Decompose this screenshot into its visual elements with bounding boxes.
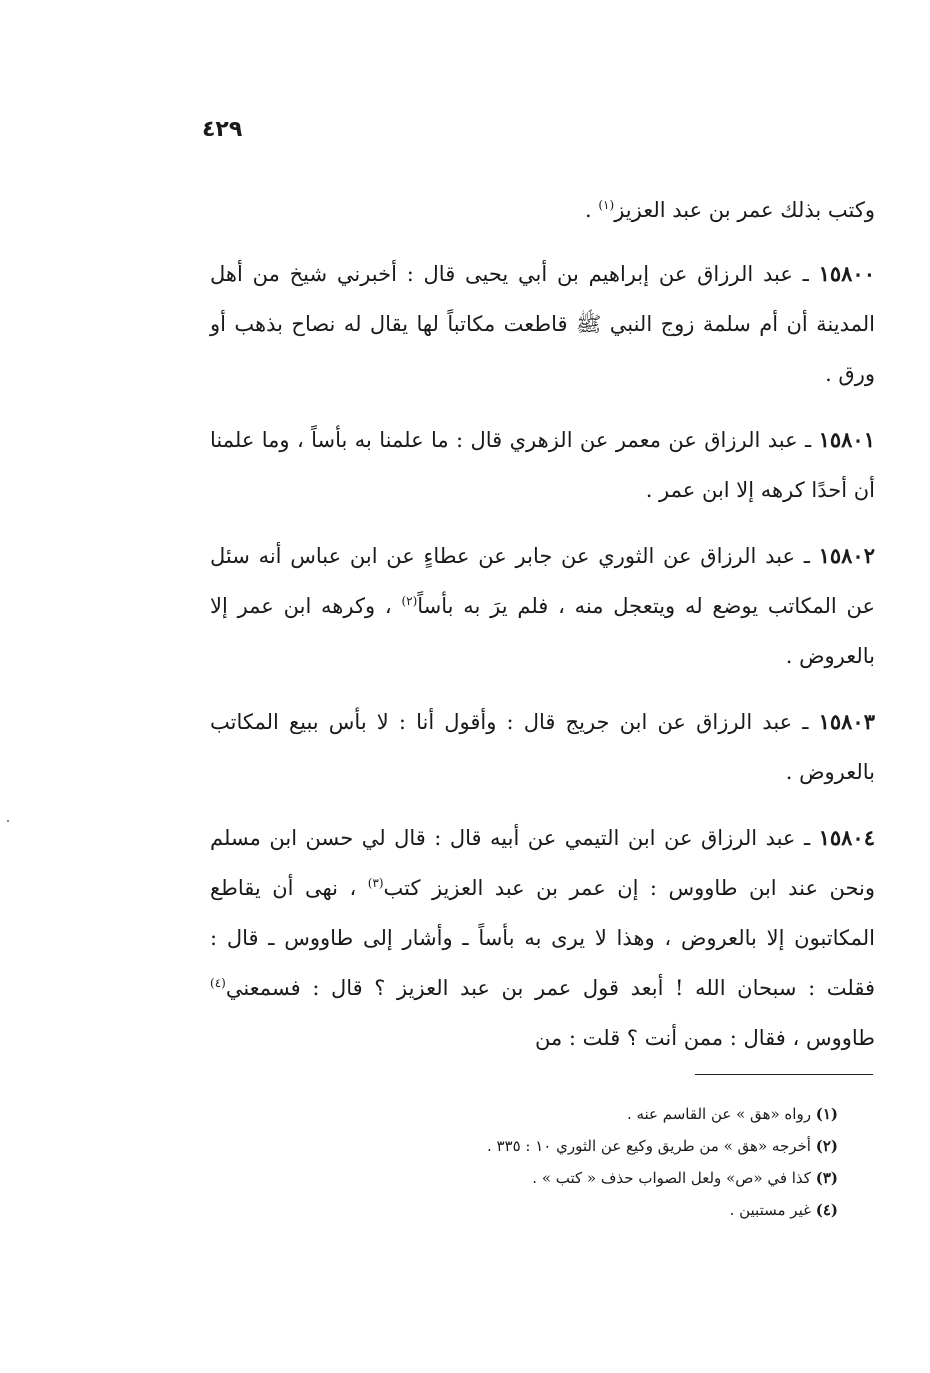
entry-tail: ، وكرهه ابن عمر إلا بالعروض . xyxy=(210,594,875,668)
footnote-number: (٢) xyxy=(815,1137,838,1155)
footnote-3 xyxy=(300,1162,838,1194)
hadith-entry-15804 xyxy=(210,813,875,1063)
hadith-entry-15803 xyxy=(210,697,875,797)
entry-number: ١٥٨٠٠ xyxy=(818,261,875,286)
footnote-text: غير مستبين . xyxy=(729,1201,816,1219)
hadith-entry-15801 xyxy=(210,415,875,515)
footnote-number: (١) xyxy=(815,1105,838,1123)
main-text xyxy=(210,185,875,1079)
hadith-entry-15802 xyxy=(210,531,875,681)
scan-speck xyxy=(7,820,9,822)
footnote-1 xyxy=(300,1098,838,1130)
footnote-divider xyxy=(695,1074,873,1075)
intro-tail: . xyxy=(585,198,599,222)
footnote-ref-1: (١) xyxy=(598,198,615,212)
footnote-ref-3: (٣) xyxy=(367,876,384,890)
entry-text: ـ عبد الرزاق عن معمر عن الزهري قال : ما علمنا به بأساً ، وما علمنا أن أحدًا كرهه إلا ابن عمر . xyxy=(210,428,875,502)
footnote-text: كذا في «ص» ولعل الصواب حذف « كتب » . xyxy=(532,1169,816,1187)
footnote-number: (٤) xyxy=(815,1201,838,1219)
footnote-2 xyxy=(300,1130,838,1162)
entry-text: ـ عبد الرزاق عن ابن التيمي عن أبيه قال : قال لي حسن ابن مسلم ونحن عند ابن طاووس : إن عمر بن عبد العزيز كتب xyxy=(210,826,875,900)
footnote-ref-4: (٤) xyxy=(210,976,226,990)
footnote-text: أخرجه «هق » من طريق وكيع عن الثوري ١٠ : ٣٣٥ . xyxy=(486,1137,816,1155)
page-number: ٤٢٩ xyxy=(202,117,243,142)
footnote-number: (٣) xyxy=(815,1169,838,1187)
intro-paragraph xyxy=(210,185,875,235)
entry-middle: ، نهى أن يقاطع المكاتبون إلا بالعروض ، وهذا لا يرى به بأساً ـ وأشار إلى طاووس ـ قال : فقلت : سبحان الله ! أبعد قول عمر بن عبد العزيز ؟ قال : فسمعني xyxy=(210,876,875,1000)
hadith-entry-15800 xyxy=(210,249,875,399)
entry-text: ـ عبد الرزاق عن إبراهيم بن أبي يحيى قال : أخبرني شيخ من أهل المدينة أن أم سلمة زوج النبي ﷺ قاطعت مكاتباً لها يقال له نصاح بذهب أو ورق . xyxy=(210,262,875,386)
entry-text: ـ عبد الرزاق عن الثوري عن جابر عن عطاءٍ عن ابن عباس أنه سئل عن المكاتب يوضع له ويتعجل منه ، فلم يرَ به بأساً xyxy=(210,544,875,618)
entry-number: ١٥٨٠٢ xyxy=(818,543,875,568)
entry-text: ـ عبد الرزاق عن ابن جريج قال : وأقول أنا : لا بأس ببيع المكاتب بالعروض . xyxy=(210,710,875,784)
entry-number: ١٥٨٠١ xyxy=(818,427,875,452)
footnote-text: رواه «هق » عن القاسم عنه . xyxy=(626,1105,816,1123)
entry-number: ١٥٨٠٤ xyxy=(818,825,875,850)
footnotes xyxy=(300,1098,838,1226)
entry-number: ١٥٨٠٣ xyxy=(818,709,875,734)
intro-text: وكتب بذلك عمر بن عبد العزيز xyxy=(614,198,875,222)
footnote-4 xyxy=(300,1194,838,1226)
entry-tail: طاووس ، فقال : ممن أنت ؟ قلت : من xyxy=(534,1026,875,1050)
footnote-ref-2: (٢) xyxy=(401,594,418,608)
